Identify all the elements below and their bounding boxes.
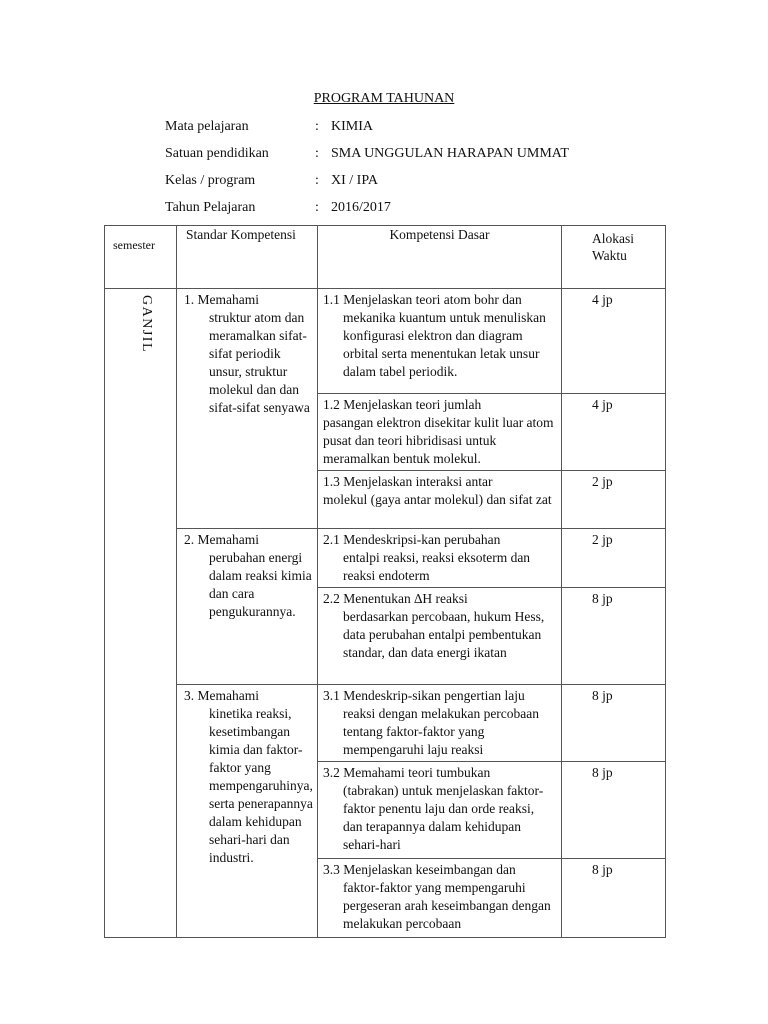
kd-text: reaksi dengan melakukan percobaan tentang faktor-faktor yang mempengaruhi laju reaksi <box>343 706 540 757</box>
kd-text: pasangan elektron disekitar kulit luar atom pusat dan teori hibridisasi untuk meramalkan bentuk molekul. <box>323 415 554 466</box>
header-alokasi-line2: Waktu <box>592 248 627 263</box>
meta-row-subject <box>165 118 635 145</box>
kd-number: 1.1 Menjelaskan teori atom bohr dan <box>323 292 522 307</box>
meta-separator: : <box>315 119 319 134</box>
kd-number: 3.1 Mendeskrip-sikan pengertian laju <box>323 688 525 703</box>
document-title: PROGRAM TAHUNAN <box>313 91 455 106</box>
meta-label: Satuan pendidikan <box>165 146 269 161</box>
header-alokasi-line1: Alokasi <box>592 231 634 246</box>
table-row <box>105 289 666 394</box>
table-header-row <box>105 226 666 289</box>
alokasi-cell: 8 jp <box>562 588 666 685</box>
kd-number: 2.2 Menentukan ∆H reaksi <box>323 591 468 606</box>
alokasi-cell: 8 jp <box>562 685 666 762</box>
kd-number: 3.3 Menjelaskan keseimbangan dan <box>323 862 516 877</box>
meta-label: Mata pelajaran <box>165 119 249 134</box>
meta-value: XI / IPA <box>331 173 378 188</box>
kd-cell <box>318 471 562 529</box>
kd-text: faktor-faktor yang mempengaruhi pergeseran arah keseimbangan dengan melakukan percobaan <box>343 880 551 931</box>
sk-number: 2. Memahami <box>184 532 259 547</box>
kd-text: entalpi reaksi, reaksi eksoterm dan reaksi endoterm <box>343 550 531 583</box>
kd-text: molekul (gaya antar molekul) dan sifat zat <box>323 492 552 507</box>
meta-row-school <box>165 145 635 172</box>
table-row <box>105 529 666 588</box>
alokasi-cell: 2 jp <box>562 471 666 529</box>
program-table <box>104 225 666 938</box>
header-semester: semester <box>105 226 177 289</box>
kd-cell <box>318 588 562 685</box>
semester-cell <box>105 289 177 938</box>
kd-text: (tabrakan) untuk menjelaskan faktor-faktor penentu laju dan orde reaksi, dan terapannya dalam kehidupan sehari-hari <box>343 783 544 852</box>
kd-cell <box>318 859 562 938</box>
sk-text: struktur atom dan meramalkan sifat-sifat periodik unsur, struktur molekul dan dan sifat-sifat senyawa <box>209 310 310 415</box>
kd-text: berdasarkan percobaan, hukum Hess, data perubahan entalpi pembentukan standar, dan data energi ikatan <box>343 609 545 660</box>
sk-text: perubahan energi dalam reaksi kimia dan cara pengukurannya. <box>209 550 312 619</box>
alokasi-cell: 4 jp <box>562 394 666 471</box>
meta-row-year <box>165 199 635 226</box>
kd-number: 1.3 Menjelaskan interaksi antar <box>323 474 493 489</box>
semester-label: GANJIL <box>139 295 154 353</box>
meta-value: 2016/2017 <box>331 200 391 215</box>
meta-label: Tahun Pelajaran <box>165 200 256 215</box>
meta-value: SMA UNGGULAN HARAPAN UMMAT <box>331 146 569 161</box>
sk-number: 3. Memahami <box>184 688 259 703</box>
table-row <box>105 685 666 762</box>
kd-cell <box>318 289 562 394</box>
document-meta <box>165 118 635 226</box>
header-standar-kompetensi: Standar Kompetensi <box>177 226 318 289</box>
meta-value: KIMIA <box>331 119 373 134</box>
meta-separator: : <box>315 146 319 161</box>
sk-number: 1. Memahami <box>184 292 259 307</box>
sk-cell <box>177 529 318 685</box>
alokasi-cell: 2 jp <box>562 529 666 588</box>
kd-cell <box>318 529 562 588</box>
kd-cell <box>318 685 562 762</box>
header-kompetensi-dasar: Kompetensi Dasar <box>318 226 562 289</box>
sk-cell <box>177 289 318 529</box>
kd-number: 1.2 Menjelaskan teori jumlah <box>323 397 482 412</box>
kd-cell <box>318 762 562 859</box>
alokasi-cell: 8 jp <box>562 859 666 938</box>
kd-number: 3.2 Memahami teori tumbukan <box>323 765 491 780</box>
kd-number: 2.1 Mendeskripsi-kan perubahan <box>323 532 501 547</box>
sk-text: kinetika reaksi, kesetimbangan kimia dan faktor-faktor yang mempengaruhinya, serta penerapannya dalam kehidupan sehari-hari dan industri. <box>209 706 313 865</box>
meta-separator: : <box>315 173 319 188</box>
meta-label: Kelas / program <box>165 173 256 188</box>
header-alokasi-waktu <box>562 226 666 289</box>
kd-cell <box>318 394 562 471</box>
meta-separator: : <box>315 200 319 215</box>
alokasi-cell: 4 jp <box>562 289 666 394</box>
alokasi-cell: 8 jp <box>562 762 666 859</box>
sk-cell <box>177 685 318 938</box>
kd-text: mekanika kuantum untuk menuliskan konfigurasi elektron dan diagram orbital serta menentukan letak unsur dalam tabel periodik. <box>343 310 546 379</box>
meta-row-class <box>165 172 635 199</box>
